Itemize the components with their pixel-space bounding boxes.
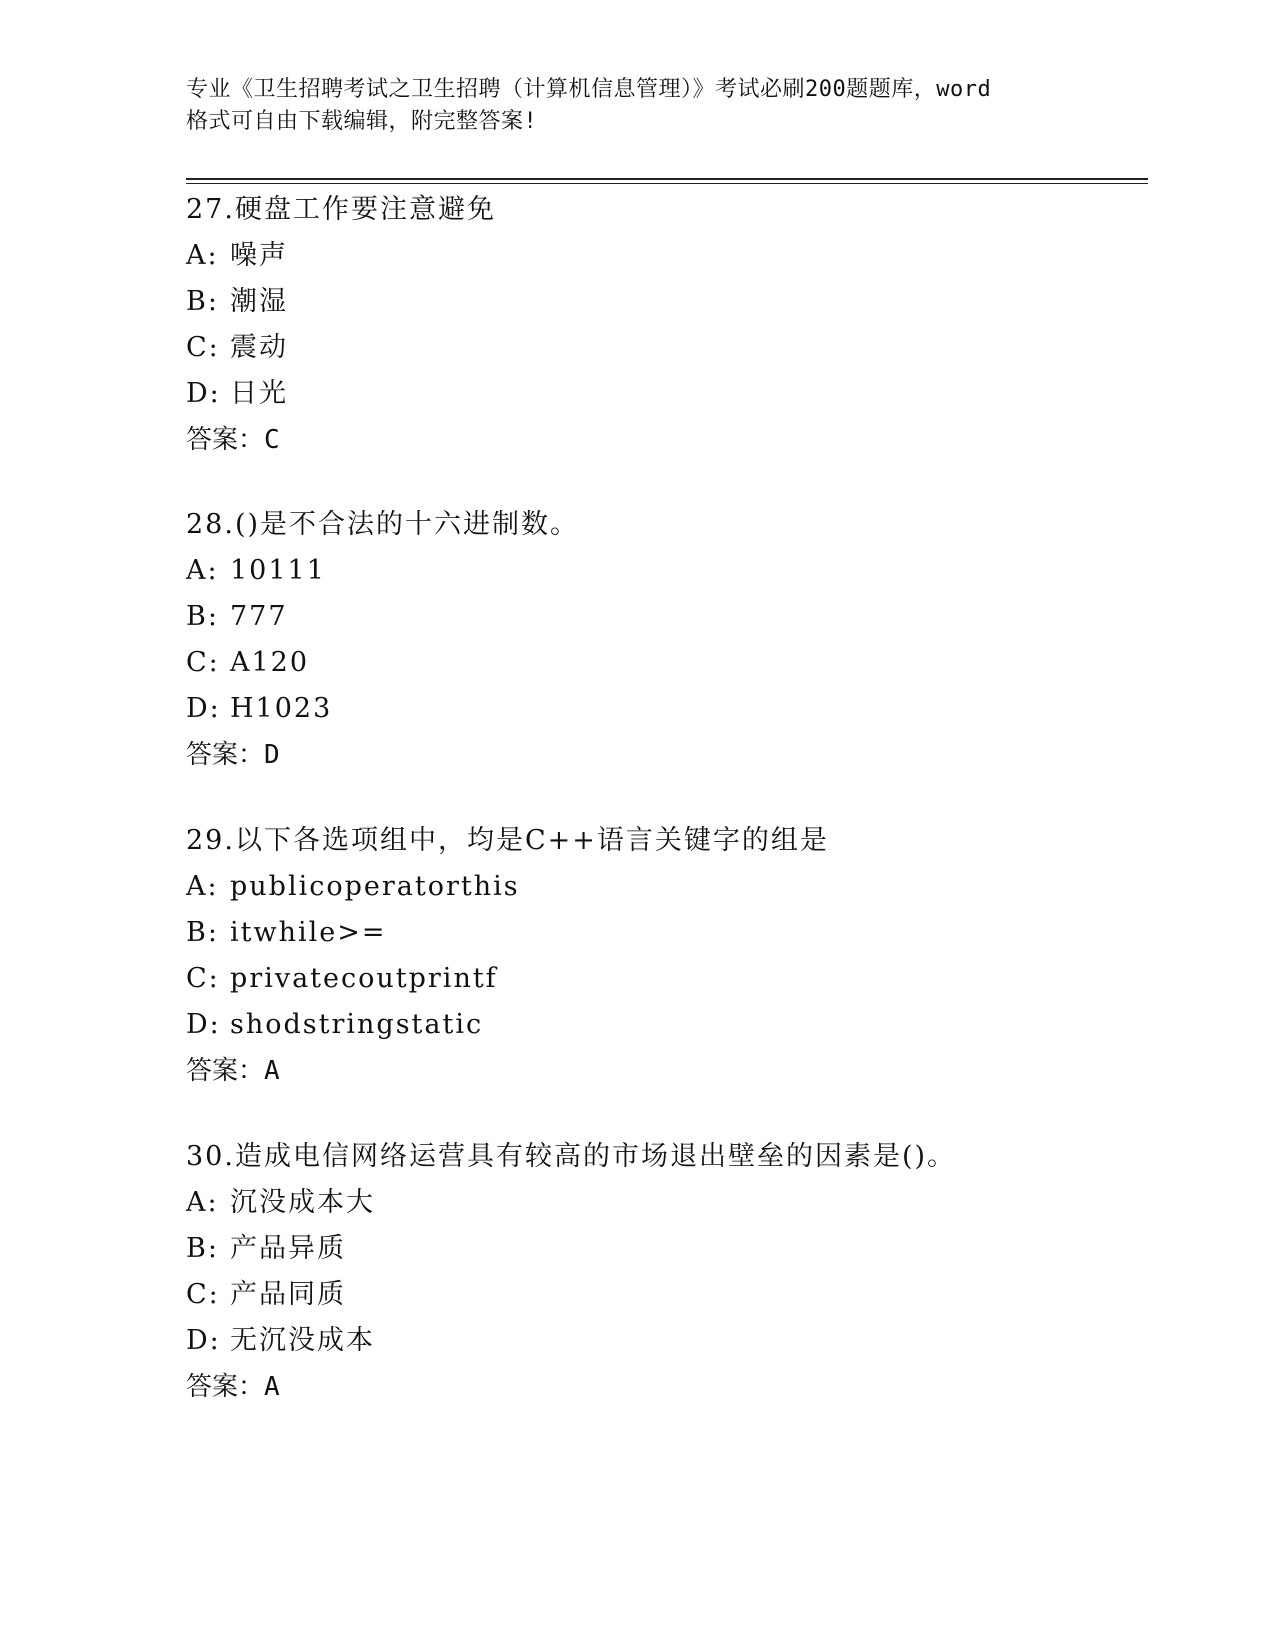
option-letter: B: xyxy=(186,601,219,632)
question-stem: 30.造成电信网络运营具有较高的市场退出壁垒的因素是()。 xyxy=(186,1141,957,1172)
option-d xyxy=(186,371,1136,417)
option-b xyxy=(186,1226,1136,1272)
option-c xyxy=(186,640,1136,686)
answer-line: 答案：C xyxy=(186,425,280,455)
option-a xyxy=(186,233,1136,279)
header-line-2: 格式可自由下载编辑，附完整答案! xyxy=(186,109,538,134)
option-text: privatecoutprintf xyxy=(230,963,498,994)
option-text: 沉没成本大 xyxy=(230,1187,375,1218)
question-29 xyxy=(186,818,1136,1094)
answer-line: 答案：A xyxy=(186,1056,280,1086)
option-letter: B: xyxy=(186,917,219,948)
option-c xyxy=(186,1272,1136,1318)
option-letter: A: xyxy=(186,871,219,902)
option-letter: C: xyxy=(186,332,220,363)
option-c xyxy=(186,956,1136,1002)
option-letter: D: xyxy=(186,693,221,724)
option-text: H1023 xyxy=(230,693,333,724)
option-a xyxy=(186,1180,1136,1226)
option-letter: B: xyxy=(186,1233,219,1264)
question-27 xyxy=(186,187,1136,463)
option-b xyxy=(186,594,1136,640)
header-divider-thin xyxy=(186,183,1148,184)
question-stem: 28.()是不合法的十六进制数。 xyxy=(186,509,580,540)
option-text: 日光 xyxy=(230,378,288,409)
option-letter: D: xyxy=(186,378,221,409)
header-line-1: 专业《卫生招聘考试之卫生招聘（计算机信息管理）》考试必刷200题题库，word xyxy=(186,77,992,102)
option-letter: C: xyxy=(186,1279,220,1310)
answer-line: 答案：D xyxy=(186,740,280,770)
option-a xyxy=(186,864,1136,910)
option-letter: D: xyxy=(186,1009,221,1040)
header-divider-thick xyxy=(186,178,1148,180)
question-30 xyxy=(186,1134,1136,1410)
option-text: shodstringstatic xyxy=(230,1009,484,1040)
option-letter: D: xyxy=(186,1325,221,1356)
option-letter: A: xyxy=(186,240,219,271)
option-text: publicoperatorthis xyxy=(230,871,520,902)
option-b xyxy=(186,910,1136,956)
option-text: 震动 xyxy=(230,332,288,363)
question-28 xyxy=(186,502,1136,778)
option-text: A120 xyxy=(230,647,310,678)
question-stem: 27.硬盘工作要注意避免 xyxy=(186,194,496,225)
option-text: 产品异质 xyxy=(230,1233,346,1264)
option-letter: C: xyxy=(186,963,220,994)
option-text: 潮湿 xyxy=(230,286,288,317)
option-text: 777 xyxy=(230,601,288,632)
document-header xyxy=(186,74,1086,138)
option-text: 产品同质 xyxy=(230,1279,346,1310)
option-c xyxy=(186,325,1136,371)
option-letter: B: xyxy=(186,286,219,317)
option-text: 噪声 xyxy=(230,240,288,271)
option-text: 10111 xyxy=(230,555,326,586)
option-letter: C: xyxy=(186,647,220,678)
option-a xyxy=(186,548,1136,594)
option-text: 无沉没成本 xyxy=(230,1325,375,1356)
option-d xyxy=(186,686,1136,732)
option-d xyxy=(186,1318,1136,1364)
option-d xyxy=(186,1002,1136,1048)
option-letter: A: xyxy=(186,1187,219,1218)
question-stem: 29.以下各选项组中，均是C++语言关键字的组是 xyxy=(186,825,829,856)
answer-line: 答案：A xyxy=(186,1372,280,1402)
option-text: itwhile>= xyxy=(230,917,387,948)
option-b xyxy=(186,279,1136,325)
option-letter: A: xyxy=(186,555,219,586)
